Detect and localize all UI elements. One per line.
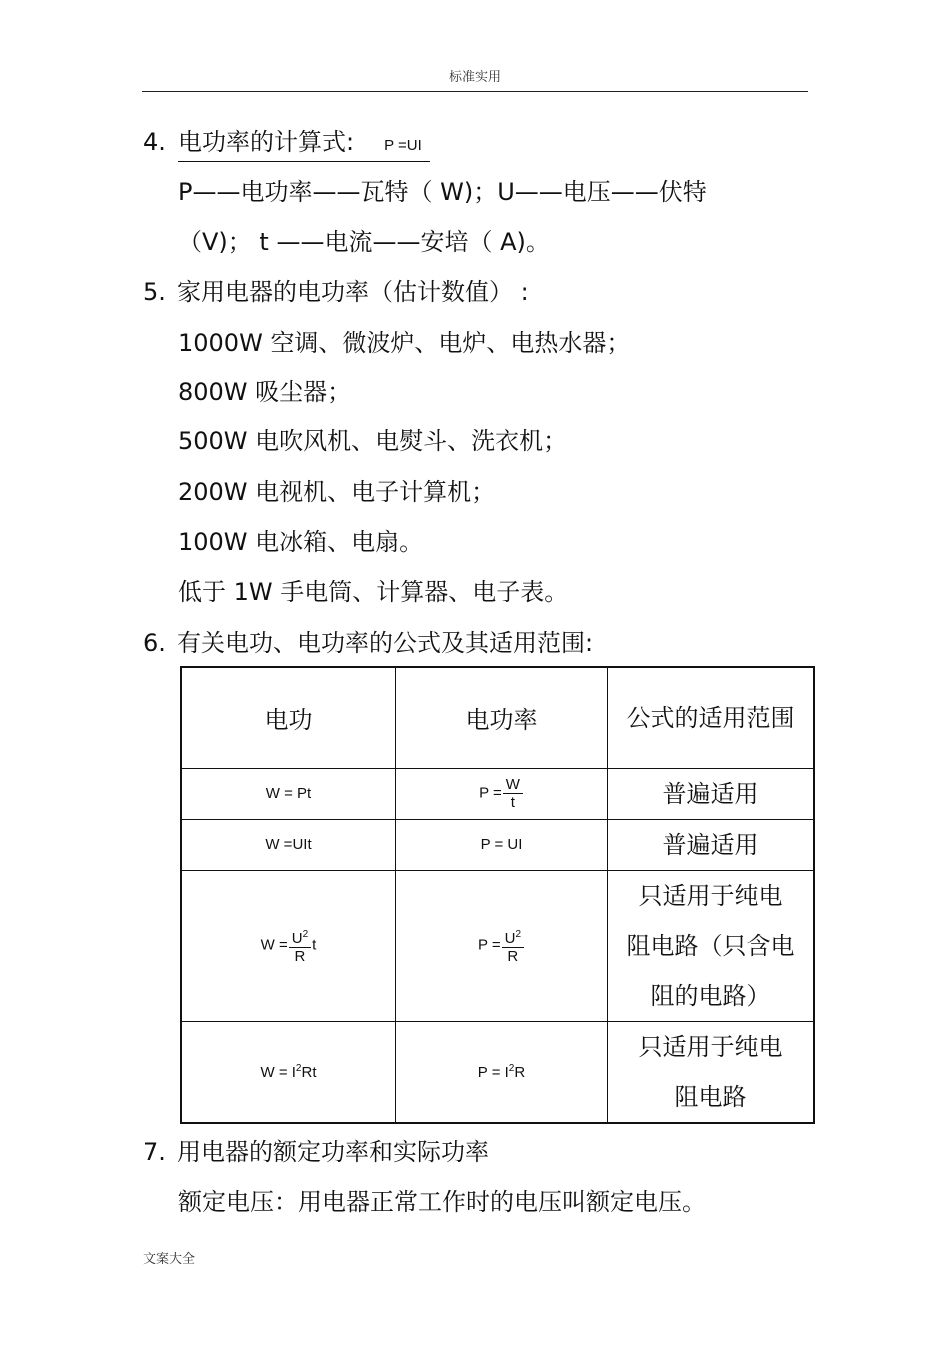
header-power: 电功率 bbox=[396, 667, 608, 768]
work-formula: W = $\frac{U^2}{R}$ t bbox=[181, 870, 396, 1021]
appliance-item: 500W 电吹风机、电熨斗、洗衣机； bbox=[178, 427, 568, 455]
power-formula: P = $\frac{W}{t}$ bbox=[396, 768, 608, 819]
work-formula: W = Pt bbox=[181, 768, 396, 819]
range-text: 普遍适用 bbox=[608, 768, 815, 819]
table-row bbox=[181, 1021, 814, 1123]
power-formula: P = UI bbox=[396, 819, 608, 870]
section-7-line: 额定电压：用电器正常工作时的电压叫额定电压。 bbox=[178, 1188, 706, 1216]
table-header-row bbox=[181, 667, 814, 768]
section-4-number: 4. bbox=[143, 128, 166, 156]
table-row bbox=[181, 768, 814, 819]
section-5-title: 家用电器的电功率（估计数值） : bbox=[177, 278, 529, 306]
table-row bbox=[181, 819, 814, 870]
appliance-item: 800W 吸尘器； bbox=[178, 378, 352, 406]
section-4-line2: P——电功率——瓦特（ W)；U——电压——伏特 bbox=[178, 178, 707, 206]
fraction: $\frac{W}{t}$ bbox=[503, 776, 523, 811]
section-7-heading bbox=[143, 1136, 489, 1168]
header-range: 公式的适用范围 bbox=[608, 667, 815, 768]
appliance-item: 200W 电视机、电子计算机； bbox=[178, 478, 496, 506]
section-4-title: 电功率的计算式: bbox=[178, 128, 355, 156]
fraction: $\frac{U^2}{R}$ bbox=[502, 926, 524, 965]
section-7-title: 用电器的额定功率和实际功率 bbox=[177, 1138, 489, 1166]
section-5-number: 5. bbox=[143, 278, 166, 306]
range-text: 只适用于纯电 阻电路（只含电 阻的电路） bbox=[608, 870, 815, 1021]
section-4-formula: P =UI bbox=[384, 137, 422, 154]
power-formula: $P = I^2R$ bbox=[396, 1021, 608, 1123]
page-header: 标准实用 bbox=[448, 70, 501, 85]
range-text: 普遍适用 bbox=[608, 819, 815, 870]
fraction: $\frac{U^2}{R}$ bbox=[289, 926, 311, 965]
section-7-number: 7. bbox=[143, 1138, 166, 1166]
section-5-heading bbox=[143, 276, 529, 308]
range-text: 只适用于纯电 阻电路 bbox=[608, 1021, 815, 1123]
work-formula: $W = I^2Rt$ bbox=[181, 1021, 396, 1123]
page-footer: 文案大全 bbox=[143, 1252, 196, 1267]
header-work: 电功 bbox=[181, 667, 396, 768]
section-4-title-line bbox=[178, 127, 430, 162]
section-4-line3: （V)； t ——电流——安培（ A)。 bbox=[178, 228, 550, 256]
header-rule bbox=[142, 91, 808, 92]
work-formula: W =UIt bbox=[181, 819, 396, 870]
section-6-number: 6. bbox=[143, 629, 166, 657]
power-formula: P = $\frac{U^2}{R}$ bbox=[396, 870, 608, 1021]
appliance-item: 100W 电冰箱、电扇。 bbox=[178, 528, 424, 556]
appliance-item: 1000W 空调、微波炉、电炉、电热水器； bbox=[178, 329, 631, 357]
appliance-item: 低于 1W 手电筒、计算器、电子表。 bbox=[178, 578, 569, 606]
table-row bbox=[181, 870, 814, 1021]
formula-table bbox=[180, 666, 815, 1124]
section-6-title: 有关电功、电功率的公式及其适用范围: bbox=[177, 629, 594, 657]
section-6-heading bbox=[143, 627, 593, 659]
